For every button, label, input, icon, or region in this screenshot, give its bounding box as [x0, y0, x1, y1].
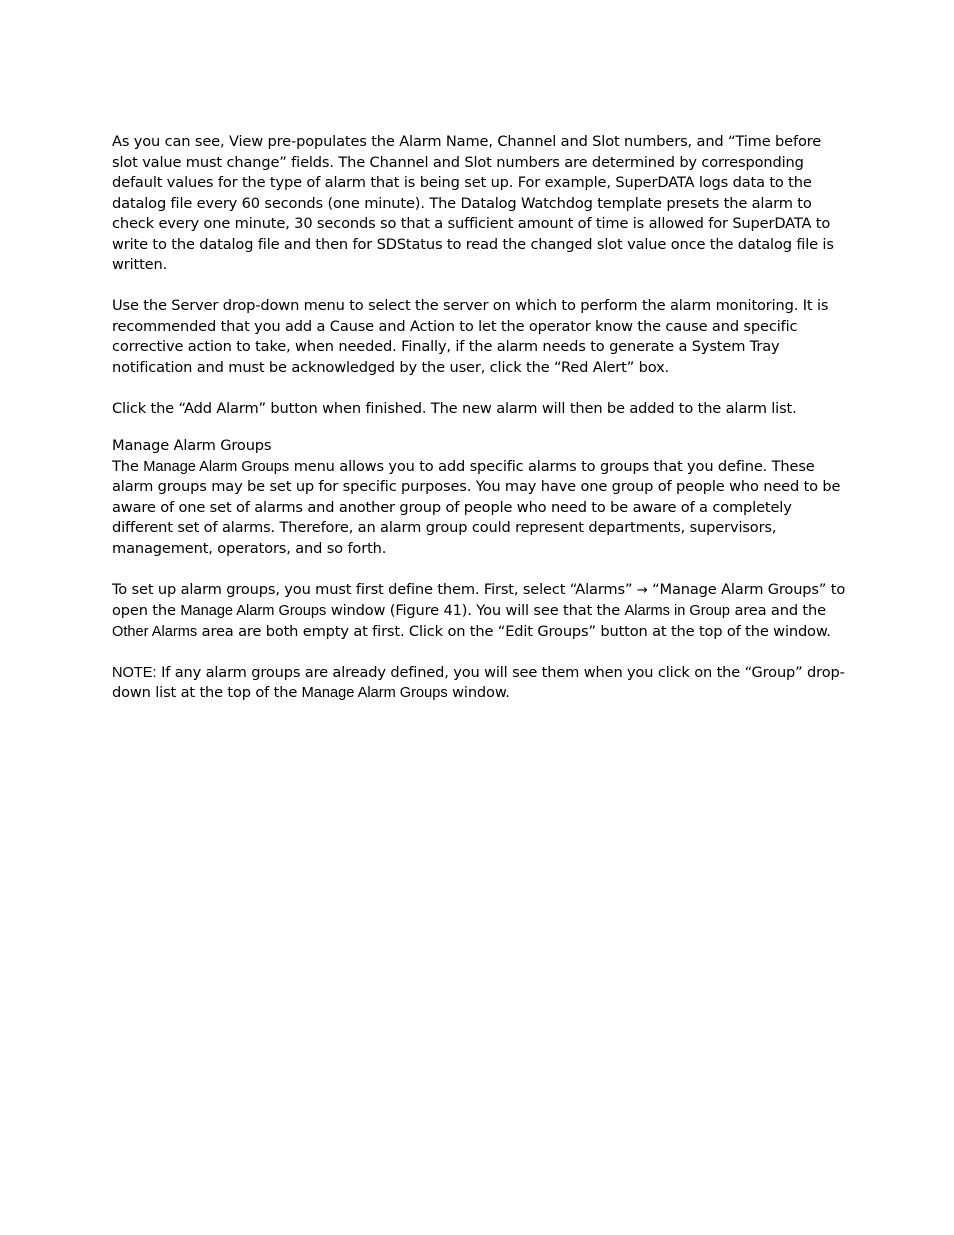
paragraph-prepopulated-fields: As you can see, View pre-populates the Alarm Name, Channel and Slot numbers, and “Time before slot value must change” fields. The Channel and Slot numbers are determined by corresponding default values for the type of alarm that is being set up. For example, SuperDATA logs data to the datalog file every 60 seconds (one minute). The Datalog Watchdog template presets the alarm to check every one minute, 30 seconds so that a sufficient amount of time is allowed for SuperDATA to write to the datalog file and then for SDStatus to read the changed slot value once the datalog file is written.: [112, 133, 834, 273]
right-arrow-icon: →: [636, 582, 648, 598]
text-run: If any alarm groups are already defined, you will see them when you click on the “Group” drop-down list at the top of the: [112, 663, 845, 701]
section-heading-manage-alarm-groups: Manage Alarm Groups: [112, 437, 272, 454]
document-page: [112, 132, 846, 704]
ui-term-alarms-in-group: Alarms in Group: [624, 603, 730, 619]
text-run: area are both empty at first. Click on the “Edit Groups” button at the top of the window.: [197, 622, 831, 640]
text-run: area and the: [730, 602, 826, 619]
text-run: “Manage Alarm Groups” to open the: [112, 580, 846, 619]
ui-term-manage-alarm-groups: Manage Alarm Groups: [180, 603, 327, 619]
text-run: window (Figure 41). You will see that the: [326, 602, 625, 619]
note-label: NOTE:: [112, 664, 157, 681]
paragraph-manage-alarm-groups-intro: [112, 457, 846, 560]
text-run: window.: [447, 684, 510, 701]
ui-term-manage-alarm-groups: Manage Alarm Groups: [143, 458, 290, 475]
paragraph-add-alarm: Click the “Add Alarm” button when finished. The new alarm will then be added to the alarm list.: [112, 399, 797, 417]
ui-term-manage-alarm-groups: Manage Alarm Groups: [301, 685, 448, 701]
text-run: menu allows you to add specific alarms to groups that you define. These alarm groups may be set up for specific purposes. You may have one group of people who need to be aware of one set of alarms and another group of people who need to be aware of a completely different set of alarms. Therefore, an alarm group could represent departments, supervisors, management, operators, and so forth.: [112, 457, 841, 557]
ui-term-other-alarms: Other Alarms: [112, 623, 198, 640]
text-run: The: [112, 457, 144, 475]
paragraph-setup-alarm-groups: [112, 580, 846, 643]
text-run: To set up alarm groups, you must first define them. First, select “Alarms”: [112, 580, 637, 598]
paragraph-server-dropdown: Use the Server drop-down menu to select the server on which to perform the alarm monitoring. It is recommended that you add a Cause and Action to let the operator know the cause and specific corrective action to take, when needed. Finally, if the alarm needs to generate a System Tray notification and must be acknowledged by the user, click the “Red Alert” box.: [112, 297, 829, 376]
paragraph-note: [112, 663, 846, 704]
